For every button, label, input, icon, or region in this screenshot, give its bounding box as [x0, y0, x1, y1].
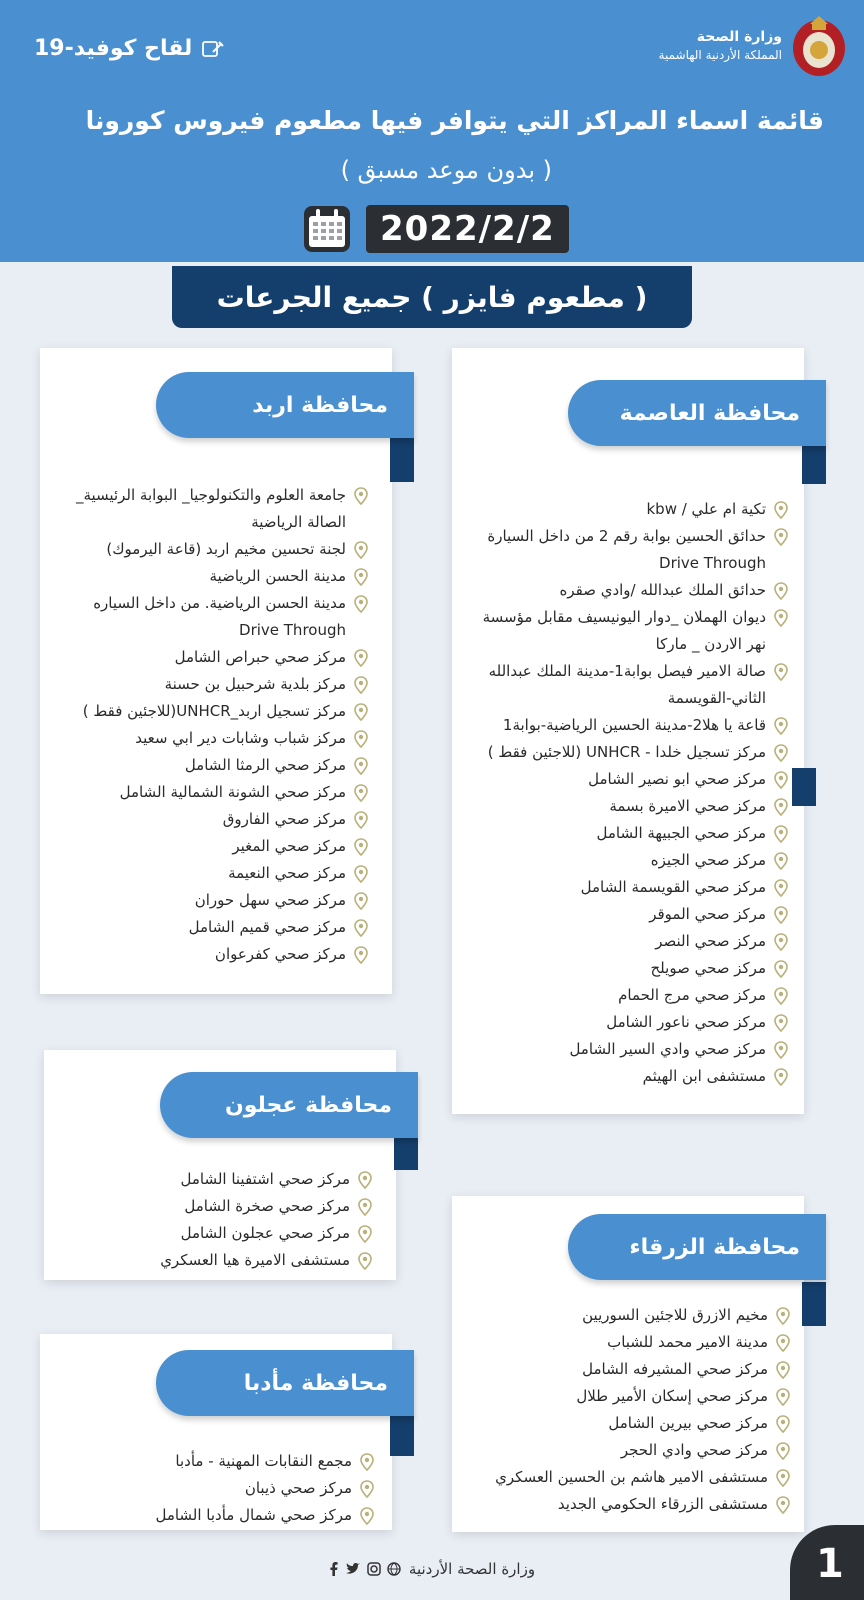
location-pin-icon — [352, 725, 368, 752]
vaccine-banner: ( مطعوم فايزر ) جميع الجرعات — [172, 266, 692, 328]
location-pin-icon — [772, 739, 788, 766]
list-item-label: مركز صحي شمال مأدبا الشامل — [155, 1506, 352, 1524]
footer — [0, 1560, 864, 1578]
vaccine-tag-label: لقاح كوفيد-19 — [34, 36, 193, 61]
list-item-label: قاعة يا هلا2-مدينة الحسين الرياضية-بوابة1 — [502, 716, 766, 734]
location-pin-icon — [772, 820, 788, 847]
card-capital-tab — [802, 440, 826, 484]
list-item-label: مركز صحي ذيبان — [244, 1479, 352, 1497]
list-item-label: جامعة العلوم والتكنولوجيا_ البوابة الرئيسية_ الصالة الرياضية — [75, 486, 346, 531]
list-item — [100, 1502, 374, 1529]
location-pin-icon — [352, 752, 368, 779]
list-item — [58, 563, 368, 590]
header — [0, 0, 864, 262]
list-item-label: مركز صحي الشونة الشمالية الشامل — [119, 783, 346, 801]
globe-icon[interactable] — [387, 1562, 401, 1576]
list-item — [462, 1009, 788, 1036]
list-item-label: مركز صحي بيرين الشامل — [608, 1414, 768, 1432]
list-item-label: مستشفى الامير هاشم بن الحسين العسكري — [495, 1468, 768, 1486]
card-irbid-tab — [390, 438, 414, 482]
location-pin-icon — [774, 1437, 790, 1464]
date-badge: 2022/2/2 — [366, 205, 569, 253]
list-item — [470, 1302, 790, 1329]
list-item-label: مجمع النقابات المهنية - مأدبا — [175, 1452, 352, 1470]
card-ajloun-header: محافظة عجلون — [160, 1072, 418, 1138]
card-zarqa-tab — [802, 1282, 826, 1326]
list-item — [462, 874, 788, 901]
list-item-label: مركز صحي الجبيهة الشامل — [596, 824, 766, 842]
location-pin-icon — [772, 928, 788, 955]
list-item-label: ديوان الهملان _دوار اليونيسيف مقابل مؤسسة نهر الاردن _ ماركا — [482, 608, 766, 653]
list-item-label: مركز صحي النعيمة — [228, 864, 346, 882]
list-item-label: مدينة الحسن الرياضية — [209, 567, 346, 585]
list-item — [58, 806, 368, 833]
location-pin-icon — [352, 671, 368, 698]
location-pin-icon — [772, 658, 788, 685]
footer-text: وزارة الصحة الأردنية — [408, 1560, 536, 1578]
list-item — [462, 847, 788, 874]
list-item-label: مركز بلدية شرحبيل بن حسنة — [164, 675, 346, 693]
list-item-label: مستشفى الزرقاء الحكومي الجديد — [557, 1495, 768, 1513]
list-item-label: مركز صحي الجيزه — [650, 851, 766, 869]
list-item-label: مستشفى ابن الهيثم — [642, 1067, 766, 1085]
location-pin-icon — [356, 1193, 372, 1220]
twitter-icon[interactable] — [345, 1562, 361, 1576]
page-number: 1 — [790, 1525, 864, 1600]
location-pin-icon — [352, 806, 368, 833]
list-item-label: مدينة الامير محمد للشباب — [607, 1333, 768, 1351]
location-pin-icon — [772, 1036, 788, 1063]
list-item — [462, 604, 788, 658]
list-item-label: مركز تسجيل خلدا - UNHCR (للاجئين فقط ) — [487, 743, 766, 761]
list-item — [462, 658, 788, 712]
list-item — [462, 820, 788, 847]
location-pin-icon — [774, 1410, 790, 1437]
location-pin-icon — [772, 766, 788, 793]
list-item — [100, 1220, 372, 1247]
list-item — [58, 698, 368, 725]
list-item-label: مركز صحي المغير — [232, 837, 346, 855]
date-row — [302, 204, 569, 254]
madaba-list — [100, 1448, 374, 1529]
list-item-label: مركز صحي الرمثا الشامل — [184, 756, 346, 774]
list-item-label: حدائق الملك عبدالله /وادي صقره — [559, 581, 766, 599]
ministry-name: وزارة الصحة — [696, 29, 782, 45]
list-item — [100, 1247, 372, 1274]
location-pin-icon — [772, 847, 788, 874]
instagram-icon[interactable] — [367, 1562, 381, 1576]
list-item — [462, 901, 788, 928]
list-item-label: مركز صحي الاميرة بسمة — [609, 797, 766, 815]
list-item — [58, 482, 368, 536]
location-pin-icon — [774, 1302, 790, 1329]
location-pin-icon — [774, 1464, 790, 1491]
location-pin-icon — [358, 1448, 374, 1475]
list-item — [462, 712, 788, 739]
list-item — [462, 982, 788, 1009]
list-item-label: مركز صحي عجلون الشامل — [180, 1224, 350, 1242]
location-pin-icon — [358, 1475, 374, 1502]
card-irbid-header: محافظة اربد — [156, 372, 414, 438]
card-madaba-tab — [390, 1412, 414, 1456]
location-pin-icon — [352, 887, 368, 914]
list-item — [470, 1437, 790, 1464]
list-item — [462, 1063, 788, 1090]
location-pin-icon — [772, 523, 788, 550]
list-item-label: مركز صحي اشتفينا الشامل — [180, 1170, 350, 1188]
irbid-list — [58, 482, 368, 968]
location-pin-icon — [352, 779, 368, 806]
list-item-label: مركز صحي المشيرفه الشامل — [582, 1360, 768, 1378]
list-item — [58, 887, 368, 914]
list-item — [100, 1193, 372, 1220]
list-item — [58, 671, 368, 698]
location-pin-icon — [774, 1329, 790, 1356]
location-pin-icon — [356, 1166, 372, 1193]
card-capital-header: محافظة العاصمة — [568, 380, 826, 446]
location-pin-icon — [352, 698, 368, 725]
list-item-label: لجنة تحسين مخيم اربد (قاعة اليرموك) — [106, 540, 346, 558]
location-pin-icon — [352, 644, 368, 671]
list-item — [58, 536, 368, 563]
list-item-label: مركز صحي صخرة الشامل — [184, 1197, 350, 1215]
list-item — [470, 1464, 790, 1491]
card-zarqa-header: محافظة الزرقاء — [568, 1214, 826, 1280]
list-item — [470, 1356, 790, 1383]
list-item — [100, 1166, 372, 1193]
location-pin-icon — [772, 955, 788, 982]
location-pin-icon — [772, 712, 788, 739]
list-item — [470, 1329, 790, 1356]
location-pin-icon — [352, 941, 368, 968]
ajloun-list — [100, 1166, 372, 1274]
location-pin-icon — [774, 1383, 790, 1410]
card-madaba-header: محافظة مأدبا — [156, 1350, 414, 1416]
list-item-label: مركز صحي سهل حوران — [194, 891, 346, 909]
list-item-label: مستشفى الاميرة هيا العسكري — [160, 1251, 350, 1269]
vaccine-card-icon — [200, 37, 224, 61]
list-item — [462, 577, 788, 604]
list-item-label: مركز صحي إسكان الأمير طلال — [576, 1387, 768, 1405]
list-item — [462, 955, 788, 982]
list-item-label: تكية ام علي / kbw — [646, 500, 766, 518]
location-pin-icon — [358, 1502, 374, 1529]
list-item — [100, 1448, 374, 1475]
list-item-label: مركز صحي النصر — [655, 932, 766, 950]
page-title: قائمة اسماء المراكز التي يتوافر فيها مطعوم فيروس كورونا — [85, 106, 824, 135]
list-item-label: مركز صحي صويلح — [650, 959, 766, 977]
kingdom-name: المملكة الأردنية الهاشمية — [658, 48, 782, 62]
list-item-label: مركز صحي مرج الحمام — [618, 986, 766, 1004]
location-pin-icon — [356, 1220, 372, 1247]
list-item-label: مخيم الازرق للاجئين السوريين — [582, 1306, 768, 1324]
calendar-icon — [302, 204, 352, 254]
location-pin-icon — [352, 914, 368, 941]
list-item — [462, 766, 788, 793]
location-pin-icon — [772, 901, 788, 928]
list-item — [462, 1036, 788, 1063]
list-item-label: مركز صحي وادي الحجر — [620, 1441, 768, 1459]
list-item-label: مركز صحي قميم الشامل — [188, 918, 346, 936]
list-item — [100, 1475, 374, 1502]
location-pin-icon — [772, 1009, 788, 1036]
list-item — [58, 833, 368, 860]
list-item — [462, 496, 788, 523]
list-item-label: مركز صحي الفاروق — [222, 810, 346, 828]
location-pin-icon — [774, 1356, 790, 1383]
list-item-label: مركز شباب وشابات دير ابي سعيد — [135, 729, 346, 747]
list-item-label: مركز صحي كفرعوان — [214, 945, 346, 963]
social-icons — [329, 1562, 401, 1576]
list-item — [470, 1410, 790, 1437]
list-item — [462, 739, 788, 766]
list-item-label: مركز صحي وادي السير الشامل — [569, 1040, 766, 1058]
location-pin-icon — [772, 496, 788, 523]
list-item — [58, 941, 368, 968]
location-pin-icon — [352, 536, 368, 563]
list-item-label: مركز صحي ناعور الشامل — [606, 1013, 766, 1031]
location-pin-icon — [352, 833, 368, 860]
location-pin-icon — [774, 1491, 790, 1518]
capital-list — [462, 496, 788, 1090]
vaccine-tag — [34, 36, 224, 61]
jordan-crest-icon — [790, 14, 848, 78]
location-pin-icon — [352, 860, 368, 887]
location-pin-icon — [772, 604, 788, 631]
list-item-label: مركز صحي حبراص الشامل — [174, 648, 346, 666]
list-item — [58, 725, 368, 752]
location-pin-icon — [772, 1063, 788, 1090]
list-item-label: صالة الامير فيصل بوابة1-مدينة الملك عبدالله الثاني-القويسمة — [488, 662, 766, 707]
location-pin-icon — [772, 577, 788, 604]
list-item — [462, 928, 788, 955]
zarqa-list — [470, 1302, 790, 1518]
list-item — [58, 752, 368, 779]
list-item-label: مركز صحي ابو نصير الشامل — [588, 770, 766, 788]
location-pin-icon — [352, 563, 368, 590]
list-item — [462, 793, 788, 820]
list-item — [470, 1491, 790, 1518]
list-item — [58, 779, 368, 806]
list-item — [58, 860, 368, 887]
subtitle: ( بدون موعد مسبق ) — [340, 156, 552, 184]
location-pin-icon — [772, 874, 788, 901]
list-item-label: مدينة الحسن الرياضية. من داخل السياره Drive Through — [93, 594, 346, 639]
list-item — [58, 590, 368, 644]
facebook-icon[interactable] — [329, 1562, 339, 1576]
list-item-label: مركز تسجيل اربد_UNHCR(للاجئين فقط ) — [82, 702, 346, 720]
location-pin-icon — [772, 982, 788, 1009]
location-pin-icon — [356, 1247, 372, 1274]
list-item-label: حدائق الحسين بوابة رقم 2 من داخل السيارة Drive Through — [487, 527, 766, 572]
list-item — [470, 1383, 790, 1410]
location-pin-icon — [352, 590, 368, 617]
list-item — [58, 644, 368, 671]
list-item — [58, 914, 368, 941]
ministry-logo-block — [659, 14, 848, 78]
list-item-label: مركز صحي الموقر — [649, 905, 766, 923]
location-pin-icon — [352, 482, 368, 509]
list-item-label: مركز صحي القويسمة الشامل — [580, 878, 766, 896]
list-item — [462, 523, 788, 577]
location-pin-icon — [772, 793, 788, 820]
